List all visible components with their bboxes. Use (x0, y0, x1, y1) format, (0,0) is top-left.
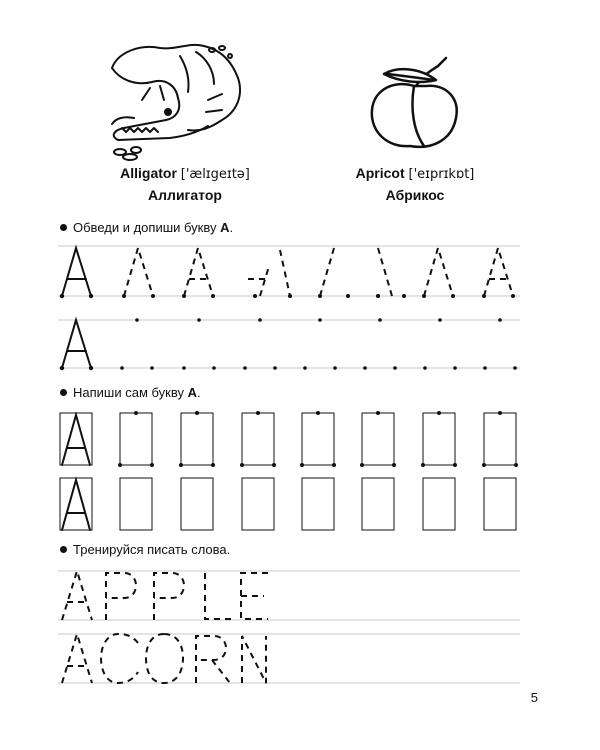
box-row-1 (60, 413, 516, 465)
translation-apricot: Абрикос (385, 187, 445, 203)
practice-word-acorn (62, 634, 266, 683)
translation-alligator: Аллигатор (148, 187, 222, 203)
instruction-text: Тренируйся писать слова. (73, 542, 231, 557)
instruction-text: Напиши сам букву (73, 385, 188, 400)
instruction-trace (60, 220, 233, 235)
word-alligator: Alligator (120, 165, 177, 181)
instruction-write (60, 385, 201, 400)
instruction-end: . (229, 220, 234, 235)
apricot-icon (372, 58, 457, 147)
box-row-2 (60, 478, 516, 530)
practice-word-label-2: ACORN (290, 652, 294, 653)
bullet-icon (60, 389, 67, 396)
practice-word-apple (62, 571, 268, 620)
word-lines (58, 571, 520, 683)
instruction-text: Обведи и допиши букву (73, 220, 221, 235)
practice-word-label-1: APPLE (290, 590, 294, 591)
box-row-1-dots (118, 411, 518, 467)
caption-alligator (110, 163, 260, 205)
instruction-letter: А (187, 385, 197, 400)
word-apricot: Apricot (355, 165, 405, 181)
instruction-words (60, 542, 230, 557)
instruction-end: . (196, 385, 201, 400)
page-number: 5 (530, 690, 538, 705)
transcription-apricot: ['eɪprɪkɒt] (408, 167, 475, 182)
bullet-icon (60, 546, 67, 553)
alligator-icon (112, 45, 240, 160)
transcription-alligator: ['ælɪgeɪtə] (180, 167, 250, 182)
tracing-row-2 (58, 318, 520, 370)
bullet-icon (60, 224, 67, 231)
instruction-letter: А (220, 220, 230, 235)
tracing-row-1 (58, 246, 520, 298)
caption-apricot (340, 163, 490, 205)
